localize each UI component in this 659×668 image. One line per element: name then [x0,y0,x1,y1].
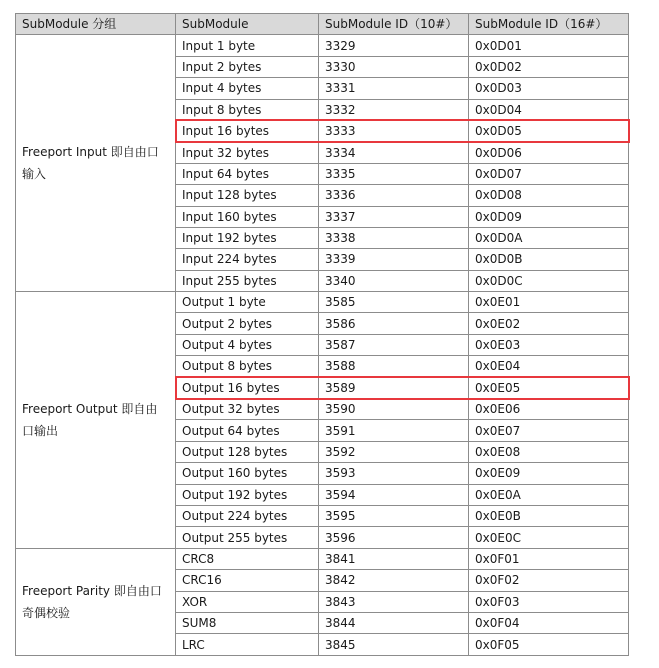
group-name-cell: Freeport Output 即自由口输出 [16,292,176,549]
id-decimal-cell: 3338 [319,227,469,248]
table-row [16,548,629,569]
id-hex-cell: 0x0D02 [469,56,629,77]
id-hex-cell: 0x0D0C [469,270,629,291]
id-hex-cell: 0x0E03 [469,334,629,355]
header-id-hex: SubModule ID（16#） [469,14,629,35]
submodule-cell: Input 160 bytes [176,206,319,227]
id-hex-cell: 0x0D07 [469,163,629,184]
id-hex-cell: 0x0E08 [469,441,629,462]
submodule-cell: Output 128 bytes [176,441,319,462]
id-hex-cell: 0x0D0A [469,227,629,248]
header-group: SubModule 分组 [16,14,176,35]
id-decimal-cell: 3585 [319,292,469,313]
id-hex-cell: 0x0D06 [469,142,629,163]
id-decimal-cell: 3586 [319,313,469,334]
submodule-cell: Input 4 bytes [176,78,319,99]
id-decimal-cell: 3591 [319,420,469,441]
id-decimal-cell: 3331 [319,78,469,99]
id-decimal-cell: 3587 [319,334,469,355]
id-decimal-cell: 3337 [319,206,469,227]
submodule-cell: Output 2 bytes [176,313,319,334]
id-hex-cell: 0x0D0B [469,249,629,270]
id-hex-cell: 0x0F01 [469,548,629,569]
id-decimal-cell: 3842 [319,570,469,591]
submodule-cell: Input 192 bytes [176,227,319,248]
submodule-cell: Input 255 bytes [176,270,319,291]
id-decimal-cell: 3588 [319,356,469,377]
id-hex-cell: 0x0E09 [469,463,629,484]
submodule-cell: Input 2 bytes [176,56,319,77]
id-hex-cell: 0x0E01 [469,292,629,313]
id-decimal-cell: 3329 [319,35,469,56]
id-decimal-cell: 3592 [319,441,469,462]
id-decimal-cell: 3845 [319,634,469,655]
submodule-cell: Output 255 bytes [176,527,319,548]
submodule-cell: Output 64 bytes [176,420,319,441]
submodule-cell: Output 16 bytes [176,377,319,398]
id-hex-cell: 0x0D04 [469,99,629,120]
table-row [16,35,629,56]
id-decimal-cell: 3334 [319,142,469,163]
submodule-cell: SUM8 [176,612,319,633]
id-hex-cell: 0x0E06 [469,399,629,420]
submodule-cell: XOR [176,591,319,612]
id-decimal-cell: 3595 [319,505,469,526]
submodule-table [15,13,629,656]
id-decimal-cell: 3330 [319,56,469,77]
id-decimal-cell: 3593 [319,463,469,484]
id-decimal-cell: 3589 [319,377,469,398]
submodule-cell: Input 128 bytes [176,185,319,206]
id-hex-cell: 0x0D08 [469,185,629,206]
id-hex-cell: 0x0E02 [469,313,629,334]
table-body [16,35,629,655]
submodule-cell: Output 224 bytes [176,505,319,526]
id-hex-cell: 0x0E07 [469,420,629,441]
id-hex-cell: 0x0E0A [469,484,629,505]
id-hex-cell: 0x0E05 [469,377,629,398]
id-hex-cell: 0x0D09 [469,206,629,227]
id-hex-cell: 0x0F03 [469,591,629,612]
submodule-cell: Input 64 bytes [176,163,319,184]
submodule-cell: Output 32 bytes [176,399,319,420]
submodule-cell: Output 1 byte [176,292,319,313]
submodule-cell: Input 1 byte [176,35,319,56]
id-decimal-cell: 3335 [319,163,469,184]
id-decimal-cell: 3596 [319,527,469,548]
submodule-cell: Input 32 bytes [176,142,319,163]
id-hex-cell: 0x0E0C [469,527,629,548]
submodule-cell: Output 160 bytes [176,463,319,484]
id-hex-cell: 0x0E04 [469,356,629,377]
submodule-cell: Output 4 bytes [176,334,319,355]
id-hex-cell: 0x0D01 [469,35,629,56]
submodule-cell: CRC8 [176,548,319,569]
submodule-cell: Input 16 bytes [176,120,319,141]
group-name-cell: Freeport Parity 即自由口奇偶校验 [16,548,176,655]
header-row [16,14,629,35]
id-hex-cell: 0x0D03 [469,78,629,99]
id-decimal-cell: 3339 [319,249,469,270]
id-hex-cell: 0x0F05 [469,634,629,655]
id-decimal-cell: 3841 [319,548,469,569]
id-decimal-cell: 3590 [319,399,469,420]
submodule-cell: CRC16 [176,570,319,591]
header-id-decimal: SubModule ID（10#） [319,14,469,35]
submodule-cell: Output 8 bytes [176,356,319,377]
submodule-cell: LRC [176,634,319,655]
header-submodule: SubModule [176,14,319,35]
id-decimal-cell: 3844 [319,612,469,633]
id-decimal-cell: 3843 [319,591,469,612]
id-hex-cell: 0x0F04 [469,612,629,633]
id-decimal-cell: 3333 [319,120,469,141]
id-decimal-cell: 3340 [319,270,469,291]
submodule-cell: Output 192 bytes [176,484,319,505]
id-decimal-cell: 3332 [319,99,469,120]
submodule-cell: Input 224 bytes [176,249,319,270]
submodule-cell: Input 8 bytes [176,99,319,120]
id-decimal-cell: 3336 [319,185,469,206]
group-name-cell: Freeport Input 即自由口输入 [16,35,176,292]
id-hex-cell: 0x0D05 [469,120,629,141]
id-hex-cell: 0x0E0B [469,505,629,526]
id-decimal-cell: 3594 [319,484,469,505]
table-row [16,292,629,313]
id-hex-cell: 0x0F02 [469,570,629,591]
